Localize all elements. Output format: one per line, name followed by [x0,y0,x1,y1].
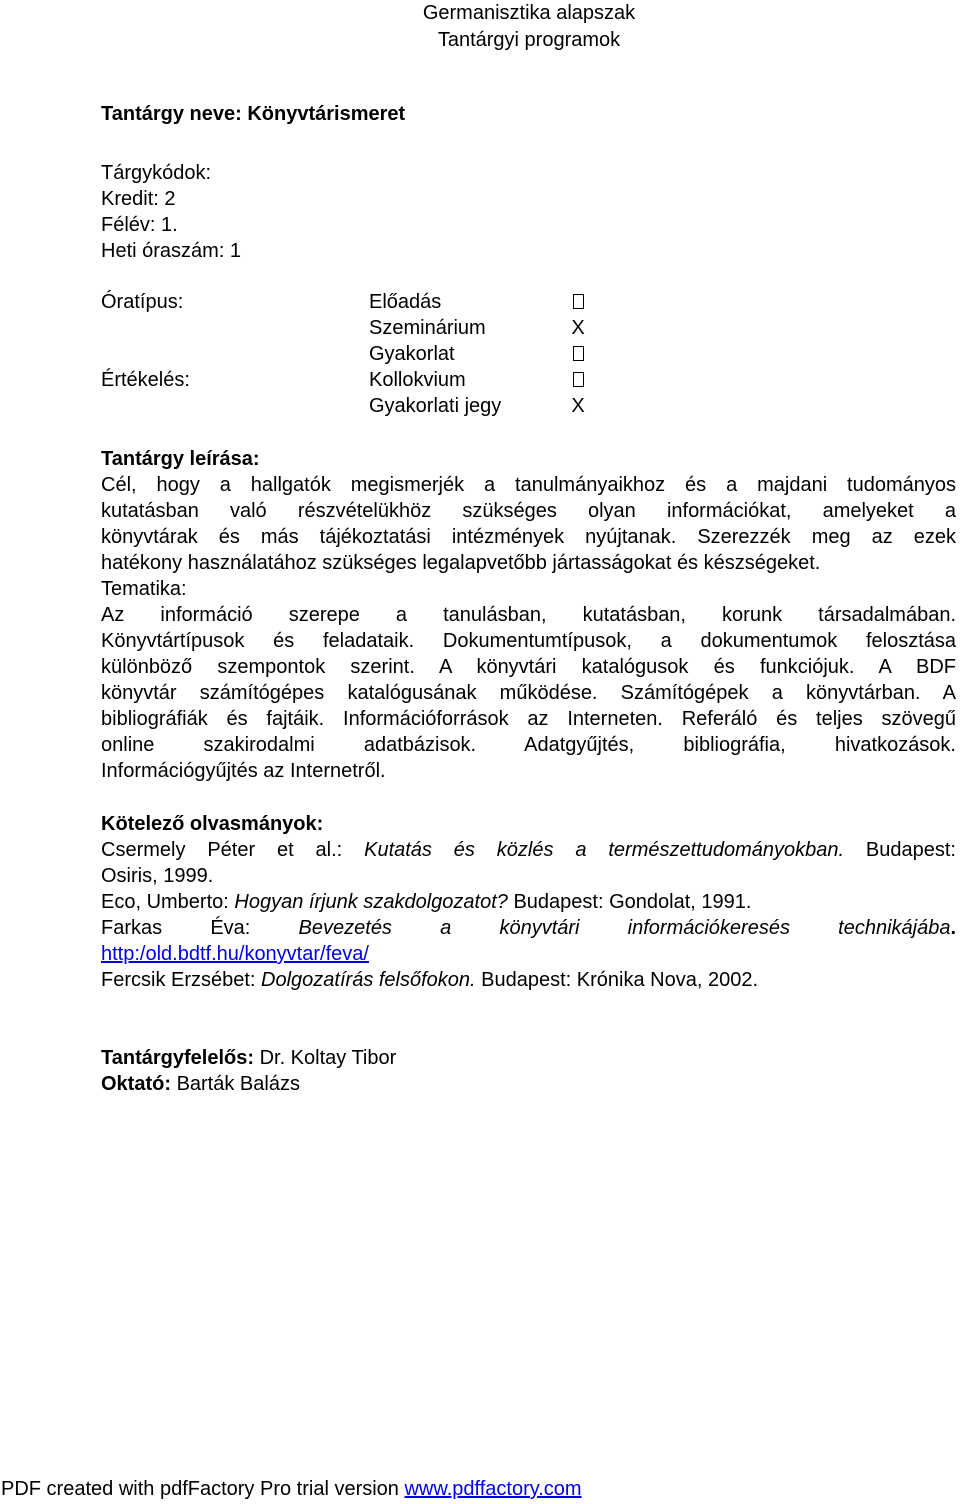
subject-code: Tárgykódok: [101,162,212,184]
class-type-option-szeminarium: Szeminárium [369,317,486,339]
topics-line: Információgyűjtés az Internetről. [101,760,386,782]
header-subtitle: Tantárgyi programok [437,29,621,51]
topics-line: könyvtár számítógépes katalógusának működése. Számítógépek a könyvtárban. A [101,682,956,704]
topics-line: bibliográfiák és fajtáik. Információforrások az Interneten. Referáló és teljes szövegű [101,708,956,730]
subject-name: Tantárgy neve: Könyvtárismeret [101,103,406,125]
subject-hours: Heti óraszám: 1 [101,240,242,262]
readings-section [101,811,956,993]
reading-item: Csermely Péter et al.: Kutatás és közlés a természettudományokban. Budapest: [101,839,956,861]
description-line: hatékony használatához szükséges legalapvetőbb jártasságokat és készségeket. [101,552,821,574]
evaluation-option-kollokvium: Kollokvium [369,369,466,391]
checked-mark: X [571,395,585,417]
checked-mark: X [571,317,585,339]
description-section [101,446,956,784]
description-title: Tantárgy leírása: [101,448,260,470]
reading-link[interactable]: http:/old.bdtf.hu/konyvtar/feva/ [101,943,369,965]
readings-title: Kötelező olvasmányok: [101,813,324,835]
pdf-footer [1,1476,582,1502]
description-line: kutatásban való részvételükhöz szükséges olyan információkat, amelyeket a [101,500,956,522]
topics-line: Könyvtártípusok és feladataik. Dokumentumtípusok, a dokumentumok felosztása [101,630,956,652]
footer-link[interactable]: www.pdffactory.com [404,1478,582,1500]
topics-line: online szakirodalmi adatbázisok. Adatgyűjtés, bibliográfia, hivatkozások. [101,734,956,756]
reading-item: Eco, Umberto: Hogyan írjunk szakdolgozatot? Budapest: Gondolat, 1991. [101,891,752,913]
responsible-name: Dr. Koltay Tibor [259,1047,397,1069]
responsible-label: Tantárgyfelelős: [101,1047,254,1069]
topics-line: különböző szempontok szerint. A könyvtári katalógusok és funkciójuk. A BDF [101,656,956,678]
document-header [0,0,960,54]
description-line: Cél, hogy a hallgatók megismerjék a tanulmányaikhoz és a majdani tudományos [101,474,956,496]
evaluation-label: Értékelés: [101,369,190,391]
unchecked-box-icon [568,367,588,393]
evaluation-option-gyakorlati-jegy: Gyakorlati jegy [369,395,502,417]
subject-title-block [101,101,956,127]
reading-item: Farkas Éva: Bevezetés a könyvtári információkeresés technikájába. [101,917,957,939]
class-type-option-gyakorlat: Gyakorlat [369,343,455,365]
class-type-label: Óratípus: [101,291,184,313]
class-type-option-eloadas: Előadás [369,291,442,313]
teacher-name: Barták Balázs [176,1073,300,1095]
reading-link-line [101,941,956,967]
unchecked-box-icon [568,341,588,367]
topics-line: Az információ szerepe a tanulásban, kutatásban, korunk társadalmában. [101,604,956,626]
topics-label: Tematika: [101,578,187,600]
footer-text: PDF created with pdfFactory Pro trial version [1,1478,399,1500]
subject-semester: Félév: 1. [101,214,178,236]
reading-item: Fercsik Erzsébet: Dolgozatírás felsőfokon. Budapest: Krónika Nova, 2002. [101,969,759,991]
teacher-label: Oktató: [101,1073,171,1095]
subject-meta [101,160,956,264]
header-program: Germanisztika alapszak [422,2,636,24]
description-line: könyvtárak és más tájékoztatási intézmények nyújtanak. Szerezzék meg az ezek [101,526,956,548]
teacher-line [101,1071,956,1097]
responsible-line [101,1045,956,1071]
class-type-table [101,289,956,421]
unchecked-box-icon [568,289,588,315]
reading-item-continued: Osiris, 1999. [101,865,214,887]
staff-section [101,1045,956,1097]
subject-credit: Kredit: 2 [101,188,176,210]
